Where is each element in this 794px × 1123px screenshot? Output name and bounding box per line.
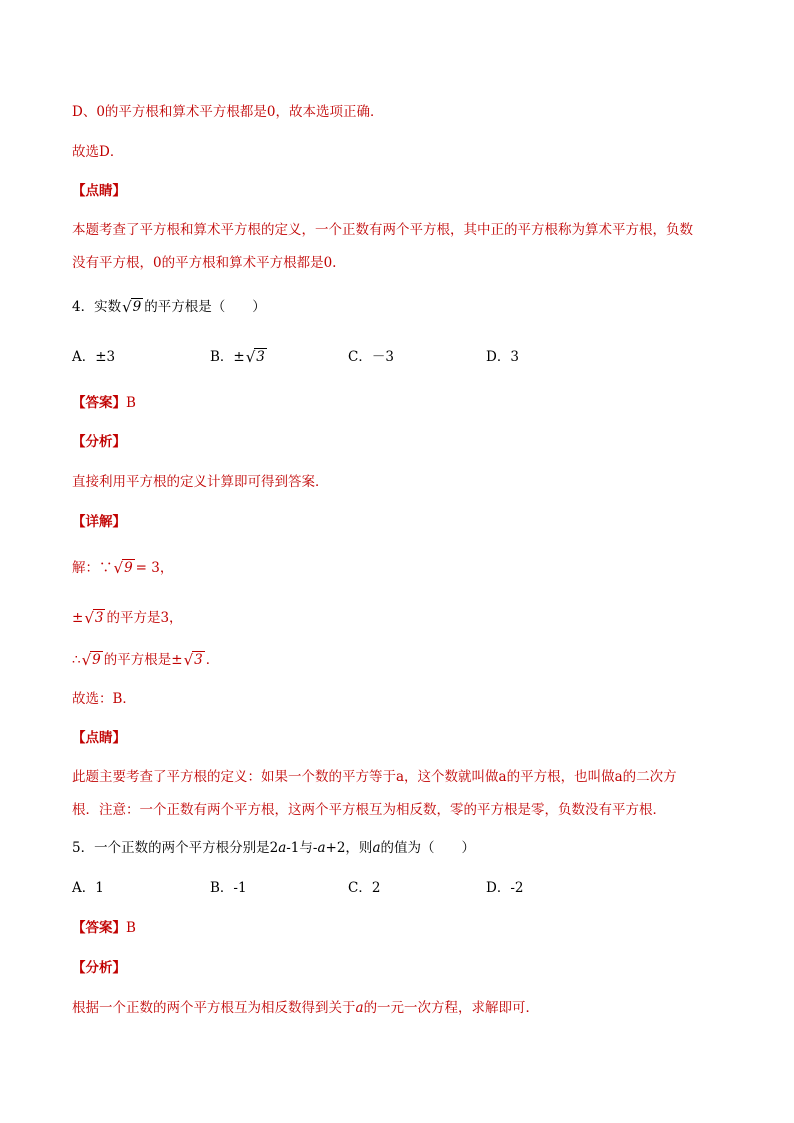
analysis-4: 直接利用平方根的定义计算即可得到答案． xyxy=(72,474,329,490)
q4-suffix: 的平方根是（ ） xyxy=(144,299,266,315)
note2-line2: 根．注意：一个正数有两个平方根，这两个平方根互为相反数，零的平方根是零，负数没有平方根． xyxy=(72,802,666,818)
tag-dianjing-2: 【点睛】 xyxy=(72,730,126,746)
q4-option-d: D．3 xyxy=(486,349,519,365)
question-5: 5．一个正数的两个平方根分别是2a-1与-a+2，则a的值为（ ） xyxy=(72,840,475,856)
q5-option-a: A．1 xyxy=(72,880,104,896)
q4-option-b: B．±√3 xyxy=(210,348,265,366)
sqrt-9: √9 xyxy=(122,298,142,316)
sqrt-3-step3: √3 xyxy=(183,651,203,669)
sqrt-3-step2: √3 xyxy=(84,609,104,627)
note1-line1: 本题考查了平方根和算术平方根的定义，一个正数有两个平方根，其中正的平方根称为算术平方根，负数 xyxy=(72,222,693,238)
answer-4: B xyxy=(126,395,136,411)
note1-line2: 没有平方根，0的平方根和算术平方根都是0. xyxy=(72,255,337,271)
answer-choice-4: 故选：B． xyxy=(72,691,136,707)
tag-analysis-5: 【分析】 xyxy=(72,960,126,976)
q4-option-a: A．±3 xyxy=(72,349,116,365)
note2-line1: 此题主要考查了平方根的定义：如果一个数的平方等于a，这个数就叫做a的平方根，也叫做a的二次方 xyxy=(72,769,677,785)
detail-step-3: ∴√9 的平方根是±√3 ． xyxy=(72,651,220,669)
q5-option-d: D．-2 xyxy=(486,880,524,896)
answer-5: B xyxy=(126,920,136,936)
tag-answer-5: 【答案】 xyxy=(72,920,126,936)
tag-answer-4: 【答案】 xyxy=(72,395,126,411)
answer-5-row xyxy=(72,918,136,938)
d-option-explanation: D、0的平方根和算术平方根都是0，故本选项正确． xyxy=(72,104,384,120)
answer-choice-prev: 故选D． xyxy=(72,144,124,160)
detail-step-2: ±√3 的平方是3， xyxy=(72,609,183,627)
tag-dianjing-1: 【点睛】 xyxy=(72,183,126,199)
question-4 xyxy=(72,297,266,317)
sqrt-3: √3 xyxy=(245,348,265,366)
sqrt-9-step1: √9 xyxy=(113,559,133,577)
q4-option-c: C．－3 xyxy=(348,349,394,365)
sqrt-9-step3: √9 xyxy=(81,651,101,669)
q5-option-b: B．-1 xyxy=(210,880,247,896)
analysis-5: 根据一个正数的两个平方根互为相反数得到关于a的一元一次方程，求解即可． xyxy=(72,1000,540,1016)
answer-4-row xyxy=(72,393,136,413)
q5-option-c: C．2 xyxy=(348,880,381,896)
tag-detail-4: 【详解】 xyxy=(72,514,126,530)
q4-prefix: 4．实数 xyxy=(72,299,122,315)
detail-step-1: 解：∵√9 = 3， xyxy=(72,559,174,577)
tag-analysis-4: 【分析】 xyxy=(72,434,126,450)
